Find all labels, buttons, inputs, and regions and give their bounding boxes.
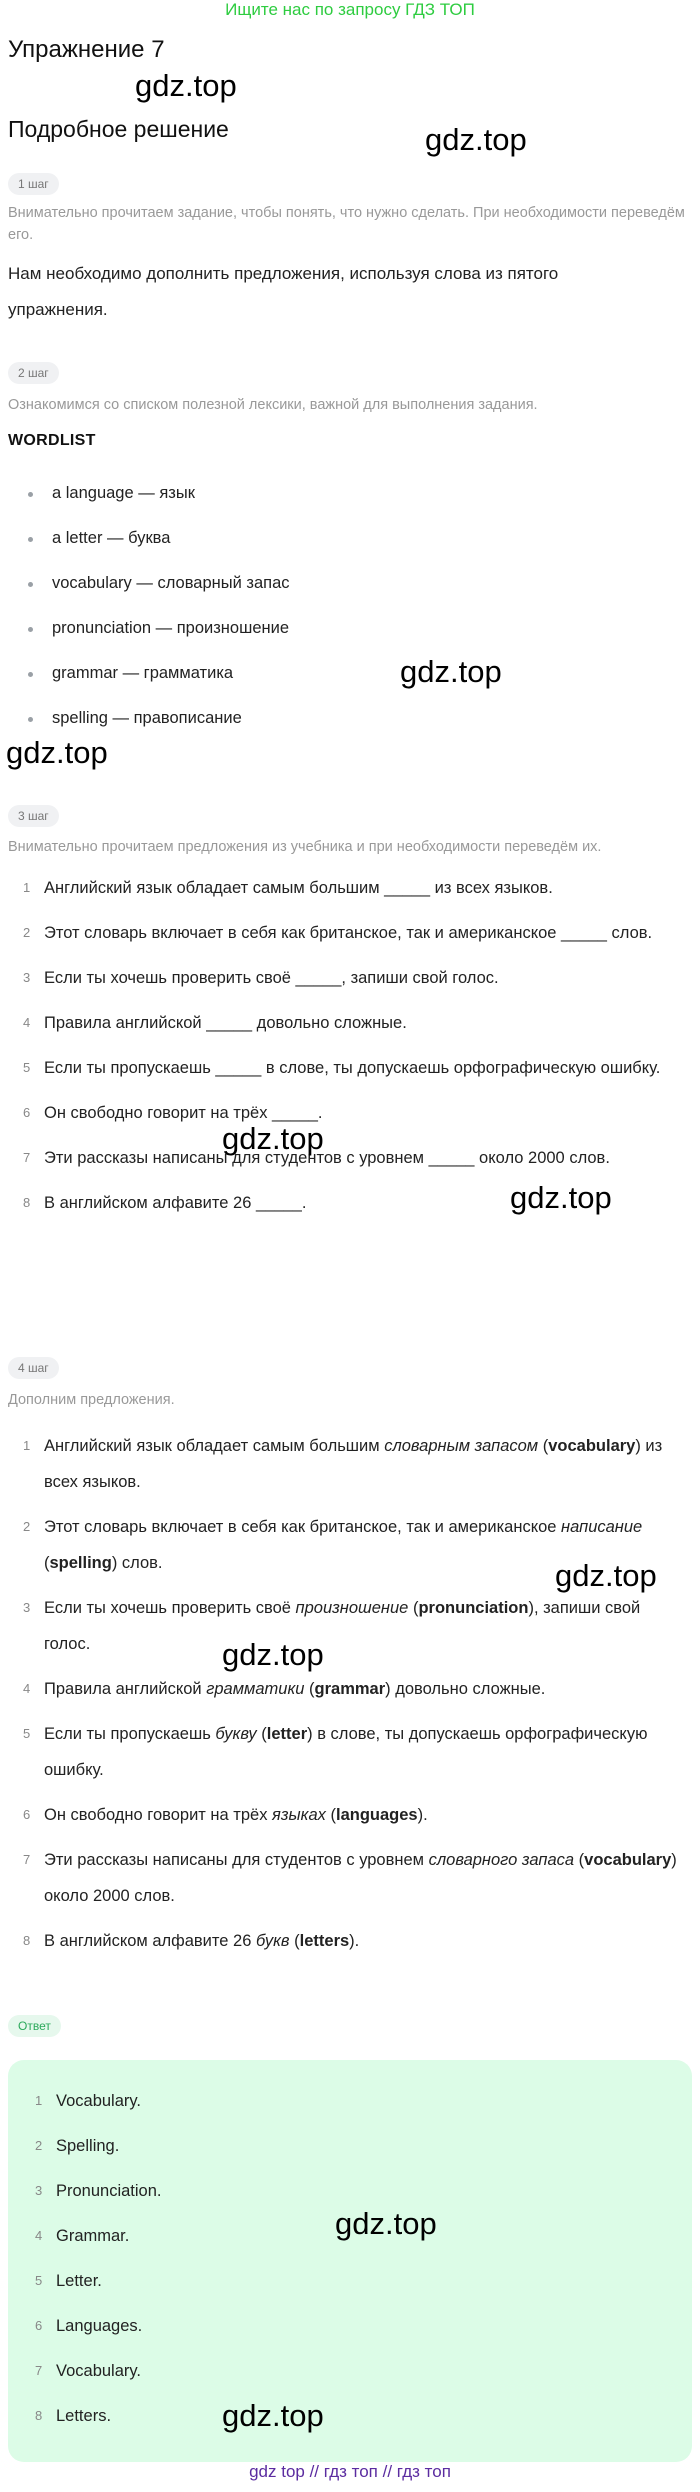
list-item: 6 Он свободно говорит на трёх языках (languages). xyxy=(23,1806,428,1824)
list-item: 1 Английский язык обладает самым большим словарным запасом (vocabulary) из всех языков. xyxy=(23,1437,663,1491)
watermark: gdz.top xyxy=(222,1637,324,1672)
solution-heading: Подробное решение xyxy=(8,116,229,142)
step-2-hint: Ознакомимся со списком полезной лексики, важной для выполнения задания. xyxy=(8,397,538,413)
wordlist xyxy=(8,471,688,741)
answer-item: 5 Letter. xyxy=(35,2272,102,2290)
step-3-badge: 3 шаг xyxy=(8,805,59,827)
list-item: 8 В английском алфавите 26 _____. xyxy=(23,1194,307,1212)
step-3-list xyxy=(8,870,678,1230)
list-item: 5 Если ты пропускаешь _____ в слове, ты допускаешь орфографическую ошибку. xyxy=(23,1059,661,1077)
list-item: 2 Этот словарь включает в себя как британское, так и американское написание (spelling) слов. xyxy=(23,1518,643,1572)
exercise-title: Упражнение 7 xyxy=(8,36,165,63)
watermark: gdz.top xyxy=(510,1180,612,1215)
list-item: 1 Английский язык обладает самым большим _____ из всех языков. xyxy=(23,879,553,897)
list-item: 3 Если ты хочешь проверить своё произношение (pronunciation), запиши свой голос. xyxy=(23,1599,641,1653)
word-item: a letter — буква xyxy=(8,516,688,561)
list-item: 7 Эти рассказы написаны для студентов с уровнем словарного запаса (vocabulary) около 2000 слов. xyxy=(23,1851,677,1905)
answer-item: 4 Grammar. xyxy=(35,2227,130,2245)
watermark: gdz.top xyxy=(335,2206,437,2241)
search-banner[interactable]: Ищите нас по запросу ГДЗ ТОП xyxy=(225,0,475,19)
watermark: gdz.top xyxy=(6,735,108,770)
step-3-hint: Внимательно прочитаем предложения из учебника и при необходимости переведём их. xyxy=(8,839,602,855)
step-1-text: Нам необходимо дополнить предложения, используя слова из пятого упражнения. xyxy=(8,264,559,319)
answer-item: 7 Vocabulary. xyxy=(35,2362,141,2380)
watermark: gdz.top xyxy=(400,654,502,689)
step-4-hint: Дополним предложения. xyxy=(8,1392,175,1408)
answer-item: 2 Spelling. xyxy=(35,2137,120,2155)
list-item: 5 Если ты пропускаешь букву (letter) в слове, ты допускаешь орфографическую ошибку. xyxy=(23,1725,648,1779)
word-item: vocabulary — словарный запас xyxy=(8,561,688,606)
answer-item: 8 Letters. xyxy=(35,2407,112,2425)
footer-links[interactable]: gdz top // гдз топ // гдз топ xyxy=(249,2462,451,2481)
list-item: 7 Эти рассказы написаны для студентов с уровнем _____ около 2000 слов. xyxy=(23,1149,610,1167)
list-item: 4 Правила английской _____ довольно сложные. xyxy=(23,1014,407,1032)
word-item: a language — язык xyxy=(8,471,688,516)
watermark: gdz.top xyxy=(425,122,527,157)
word-item: pronunciation — произношение xyxy=(8,606,688,651)
word-item: grammar — грамматика xyxy=(8,651,688,696)
answer-item: 1 Vocabulary. xyxy=(35,2092,141,2110)
answer-list xyxy=(20,2083,660,2443)
list-item: 3 Если ты хочешь проверить своё _____, запиши свой голос. xyxy=(23,969,499,987)
list-item: 8 В английском алфавите 26 букв (letters). xyxy=(23,1932,360,1950)
list-item: 2 Этот словарь включает в себя как британское, так и американское _____ слов. xyxy=(23,924,653,942)
step-4-list xyxy=(8,1428,678,1968)
wordlist-title: WORDLIST xyxy=(8,432,96,449)
answer-item: 3 Pronunciation. xyxy=(35,2182,162,2200)
step-4-badge: 4 шаг xyxy=(8,1357,59,1379)
list-item: 4 Правила английской грамматики (grammar) довольно сложные. xyxy=(23,1680,546,1698)
answer-item: 6 Languages. xyxy=(35,2317,143,2335)
watermark: gdz.top xyxy=(222,2398,324,2433)
list-item: 6 Он свободно говорит на трёх _____. xyxy=(23,1104,323,1122)
word-item: spelling — правописание xyxy=(8,696,688,741)
watermark: gdz.top xyxy=(222,1121,324,1156)
step-2-badge: 2 шаг xyxy=(8,362,59,384)
watermark: gdz.top xyxy=(135,68,237,103)
step-1-badge: 1 шаг xyxy=(8,173,59,195)
step-1-hint: Внимательно прочитаем задание, чтобы понять, что нужно сделать. При необходимости переведём его. xyxy=(8,205,685,243)
answer-badge: Ответ xyxy=(8,2015,61,2037)
watermark: gdz.top xyxy=(555,1558,657,1593)
